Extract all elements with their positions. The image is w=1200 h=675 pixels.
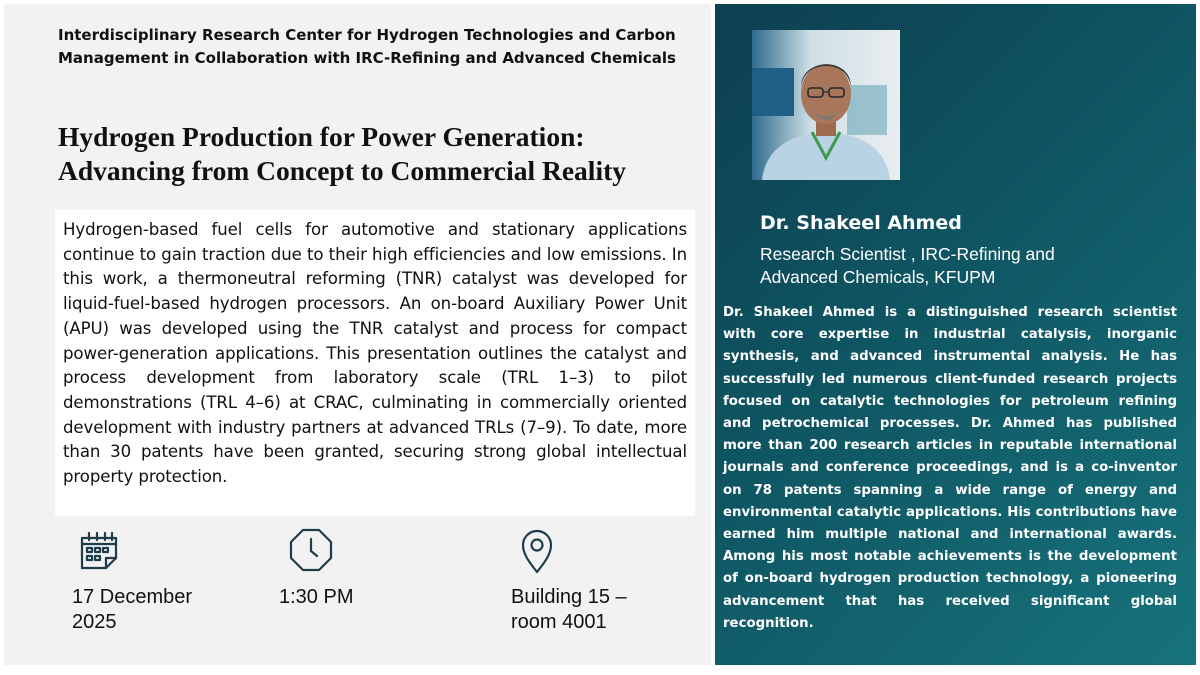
speaker-role [760,243,1140,289]
abstract-text: Hydrogen-based fuel cells for automotive and stationary applications continue to gain traction due to their high efficiencies and low emissions. In this work, a thermoneutral reforming (TNR) catalyst was developed for liquid-fuel-based hydrogen processors. An on-board Auxiliary Power Unit (APU) was developed using the TNR catalyst and process for compact power-generation applications. This presentation outlines the catalyst and process development from laboratory scale (TRL 1–3) to pilot demonstrations (TRL 4–6) at CRAC, culminating in commercially oriented development with industry partners at advanced TRLs (7–9). To date, more than 30 patents have been granted, securing strong global intellectual property protection. [63,220,687,487]
talk-title [58,120,698,188]
speaker-name: Dr. Shakeel Ahmed [760,212,962,234]
abstract-box [55,210,695,516]
speaker-portrait-image [752,30,900,180]
clock-icon [288,527,334,573]
date-line-2: 2025 [72,611,117,633]
talk-title-line-1: Hydrogen Production for Power Generation: [58,121,585,152]
time-text: 1:30 PM [279,586,354,608]
event-date [72,585,192,635]
speaker-photo [752,30,900,180]
location-pin-icon [519,527,555,575]
organizer-line-1: Interdisciplinary Research Center for Hydrogen Technologies and Carbon [58,26,676,44]
location-line-2: room 4001 [511,611,607,633]
speaker-bio: Dr. Shakeel Ahmed is a distinguished research scientist with core expertise in industrial catalysis, inorganic synthesis, and advanced instrumental analysis. He has successfully led numerous client-funded research projects focused on catalytic technologies for petroleum refining and petrochemical processes. Dr. Ahmed has published more than 200 research articles in reputable international journals and conference proceedings, and is a co-inventor on 78 patents spanning a wide range of energy and environmental catalytic applications. His contributions have earned him multiple national and international awards. Among his most notable achievements is the development of on-board hydrogen production technology, a pioneering advancement that has received significant global recognition. [723,305,1177,631]
talk-title-line-2: Advancing from Concept to Commercial Reality [58,155,626,186]
location-line-1: Building 15 – [511,586,627,608]
speaker-role-line-1: Research Scientist , IRC-Refining and [760,244,1055,264]
event-time [279,585,353,610]
organizer-line-2: Management in Collaboration with IRC-Refining and Advanced Chemicals [58,49,676,67]
date-line-1: 17 December [72,586,193,608]
calendar-icon [78,528,122,572]
organizer-heading [58,24,698,70]
speaker-role-line-2: Advanced Chemicals, KFUPM [760,267,996,287]
event-location [511,585,627,635]
